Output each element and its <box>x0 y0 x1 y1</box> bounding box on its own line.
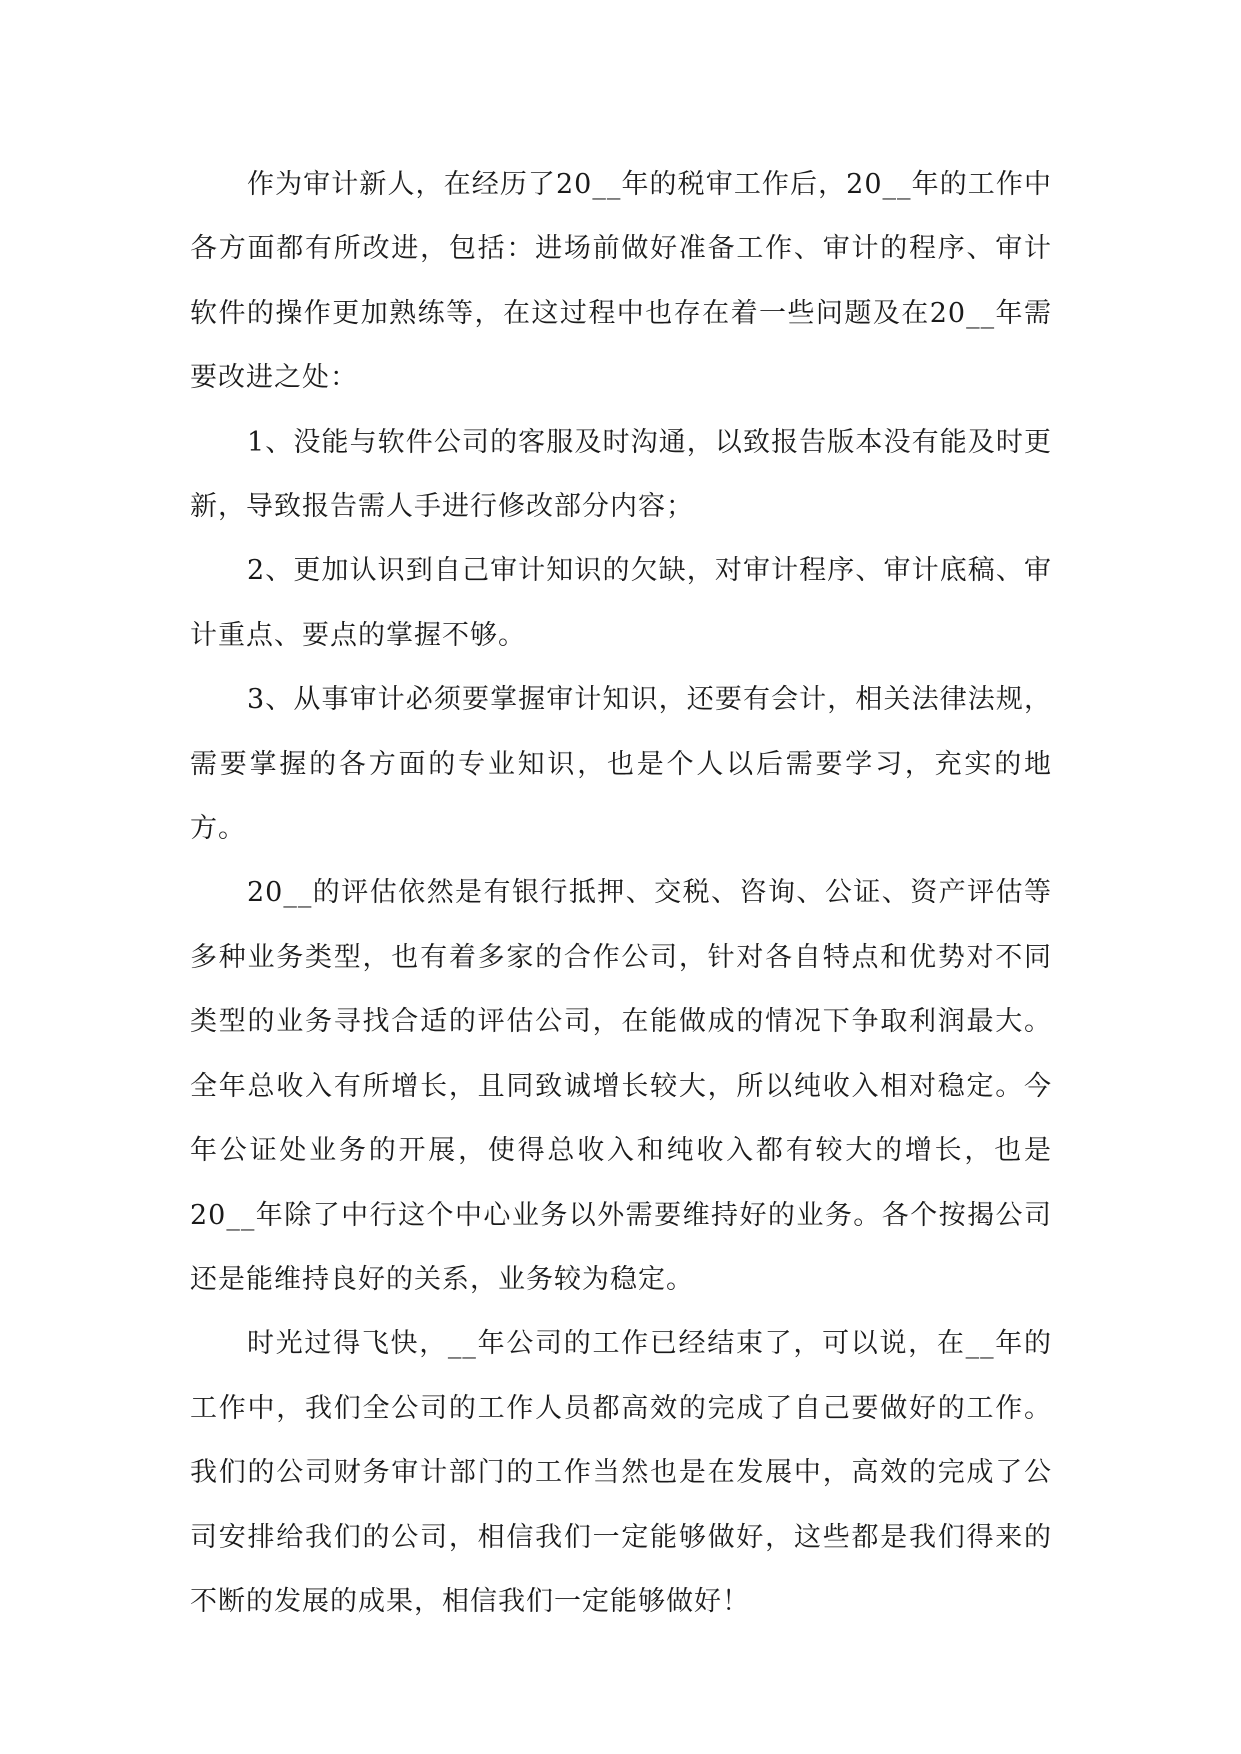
paragraph-item-1: 1、没能与软件公司的客服及时沟通，以致报告版本没有能及时更新，导致报告需人手进行修改部分内容； <box>190 426 1052 523</box>
paragraph-closing: 时光过得飞快，__年公司的工作已经结束了，可以说，在__年的工作中，我们全公司的工作人员都高效的完成了自己要做好的工作。我们的公司财务审计部门的工作当然也是在发展中，高效的完成了公司安排给我们的公司，相信我们一定能够做好，这些都是我们得来的不断的发展的成果，相信我们一定能够做好！ <box>190 1328 1052 1617</box>
paragraph-item-3: 3、从事审计必须要掌握审计知识，还要有会计，相关法律法规，需要掌握的各方面的专业知识，也是个人以后需要学习，充实的地方。 <box>190 684 1052 845</box>
document-body <box>190 153 1052 1634</box>
paragraph-evaluation: 20__的评估依然是有银行抵押、交税、咨询、公证、资产评估等多种业务类型，也有着多家的合作公司，针对各自特点和优势对不同类型的业务寻找合适的评估公司，在能做成的情况下争取利润最大。全年总收入有所增长，且同致诚增长较大，所以纯收入相对稳定。今年公证处业务的开展，使得总收入和纯收入都有较大的增长，也是20__年除了中行这个中心业务以外需要维持好的业务。各个按揭公司还是能维持良好的关系，业务较为稳定。 <box>190 877 1052 1295</box>
paragraph-intro: 作为审计新人，在经历了20__年的税审工作后，20__年的工作中各方面都有所改进，包括：进场前做好准备工作、审计的程序、审计软件的操作更加熟练等，在这过程中也存在着一些问题及在20__年需要改进之处： <box>190 169 1052 394</box>
paragraph-item-2: 2、更加认识到自己审计知识的欠缺，对审计程序、审计底稿、审计重点、要点的掌握不够。 <box>190 555 1052 651</box>
